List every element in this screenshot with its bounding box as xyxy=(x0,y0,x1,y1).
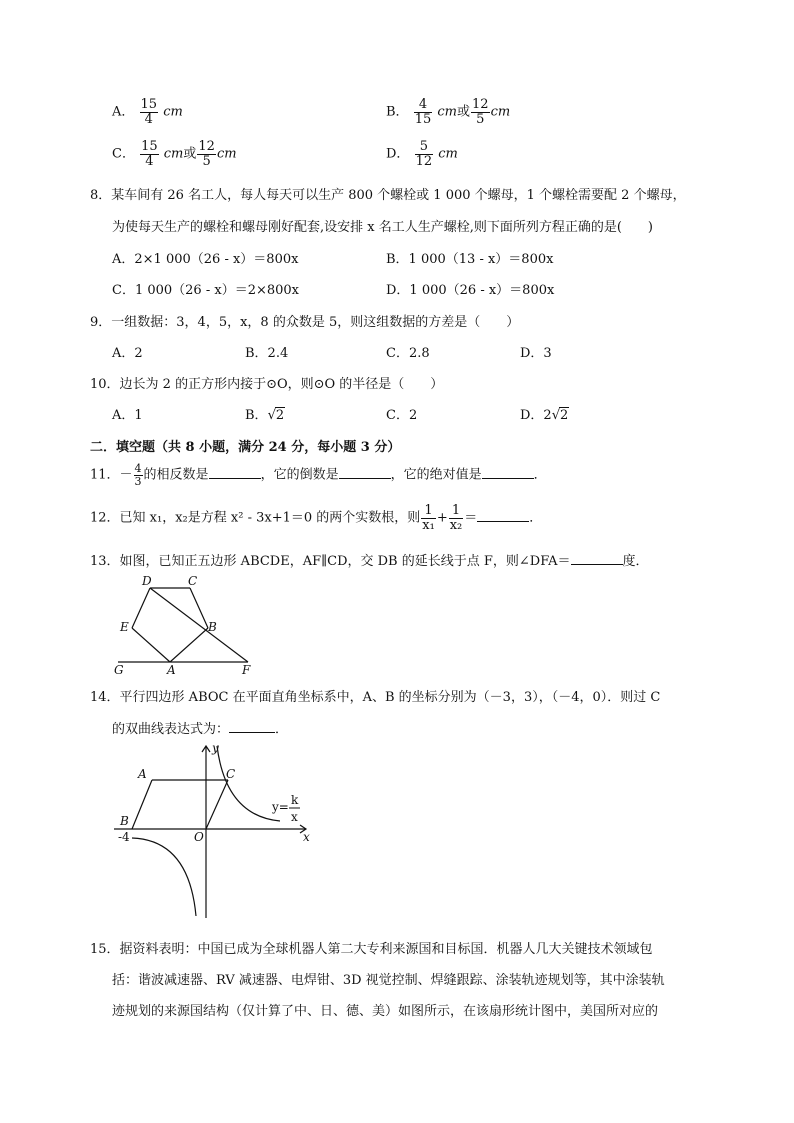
q13-blank[interactable] xyxy=(571,552,623,565)
q11-blank-3[interactable] xyxy=(482,466,534,479)
q13-label-f: F xyxy=(242,663,251,677)
q14-equation-lhs: y= xyxy=(272,800,289,814)
q12-blank[interactable] xyxy=(477,509,529,522)
q13-label-e: E xyxy=(120,620,129,634)
q15-stem-line2: 括：谐波减速器、RV 减速器、电焊钳、3D 视觉控制、焊缝跟踪、涂装轨迹规划等，其中涂装轨 xyxy=(112,973,665,988)
q7-option-c: C． $\frac{15}{4}$ cm或 $\frac{12}{5}$ cm xyxy=(112,139,237,169)
q8-stem-line1: 8．某车间有 26 名工人，每人每天可以生产 800 个螺栓或 1 000 个螺母，1 个螺栓需要配 2 个螺母， xyxy=(90,188,686,203)
q15-stem-line3: 迹规划的来源国结构（仅计算了中、日、德、美）如图所示，在该扇形统计图中，美国所对应的 xyxy=(112,1004,659,1019)
q8-stem-line2: 为使每天生产的螺栓和螺母刚好配套,设安排 x 名工人生产螺栓,则下面所列方程正确的是( ) xyxy=(112,220,654,235)
q11-blank-1[interactable] xyxy=(209,466,261,479)
q7-option-a: A． $\frac{15}{4}$ cm xyxy=(112,97,183,127)
q10-option-d: D．2√2 xyxy=(520,408,569,423)
q13-label-d: D xyxy=(142,574,152,588)
q7-option-b: B． $\frac{4}{15}$ cm或 $\frac{12}{5}$ cm xyxy=(386,97,511,127)
q9-option-a: A．2 xyxy=(112,346,143,361)
q13-pentagon-figure xyxy=(110,572,260,678)
q14-label-o: O xyxy=(194,830,204,844)
q13-label-g: G xyxy=(114,663,124,677)
q14-label-b: B xyxy=(120,814,129,828)
q14-blank[interactable] xyxy=(229,720,275,733)
q14-equation-x: x xyxy=(291,810,298,824)
q14-label-c: C xyxy=(226,767,236,781)
q11-blank-2[interactable] xyxy=(339,466,391,479)
q14-equation-k: k xyxy=(291,793,299,807)
q14-stem-line2: 的双曲线表达式为： ． xyxy=(112,722,289,737)
q9-option-b: B．2.4 xyxy=(245,346,289,361)
q9-stem: 9．一组数据：3，4，5，x，8 的众数是 5，则这组数据的方差是（ ） xyxy=(90,315,520,330)
q11-stem: 11．－ $\frac{4}{3}$ 的相反数是 ，它的倒数是 ，它的绝对值是 ． xyxy=(90,462,547,488)
q13-label-c: C xyxy=(188,574,198,588)
section-heading-fill-in: 二．填空题（共 8 小题，满分 24 分，每小题 3 分） xyxy=(90,440,401,455)
q8-option-a: A．2×1 000（26 - x）＝800x xyxy=(112,252,299,267)
q9-option-d: D．3 xyxy=(520,346,552,361)
q10-option-a: A．1 xyxy=(112,408,143,423)
q8-option-c: C．1 000（26 - x）＝2×800x xyxy=(112,283,300,298)
q10-option-c: C．2 xyxy=(386,408,418,423)
q14-label-a: A xyxy=(138,767,147,781)
q15-stem-line1: 15．据资料表明：中国已成为全球机器人第二大专利来源国和目标国．机器人几大关键技术领域包 xyxy=(90,942,653,957)
q14-coordinate-figure xyxy=(110,740,316,922)
q14-label-minus4: -4 xyxy=(118,830,130,844)
q8-option-b: B．1 000（13 - x）＝800x xyxy=(386,252,554,267)
q10-option-b: B．√2 xyxy=(245,408,285,423)
q13-stem: 13．如图，已知正五边形 ABCDE，AF∥CD，交 DB 的延长线于点 F，则∠DFA＝ 度． xyxy=(90,554,649,569)
q7-option-d: D． $\frac{5}{12}$ cm xyxy=(386,139,458,169)
q10-stem: 10．边长为 2 的正方形内接于⊙O，则⊙O 的半径是（ ） xyxy=(90,377,444,392)
q9-option-c: C．2.8 xyxy=(386,346,430,361)
q12-stem: 12．已知 x₁，x₂是方程 x² - 3x+1＝0 的两个实数根，则 $\frac{1}{\text{x₁}}$ + $\frac{1}{\text{x₂}}$ ＝ ． xyxy=(90,503,543,533)
q13-label-a: A xyxy=(167,663,176,677)
q14-label-x: x xyxy=(303,830,310,844)
q13-label-b: B xyxy=(208,620,217,634)
q8-option-d: D．1 000（26 - x）＝800x xyxy=(386,283,555,298)
q14-label-y: y xyxy=(212,741,219,755)
q14-stem-line1: 14．平行四边形 ABOC 在平面直角坐标系中，A、B 的坐标分别为（－3，3），（－4，0）．则过 C xyxy=(90,690,661,705)
